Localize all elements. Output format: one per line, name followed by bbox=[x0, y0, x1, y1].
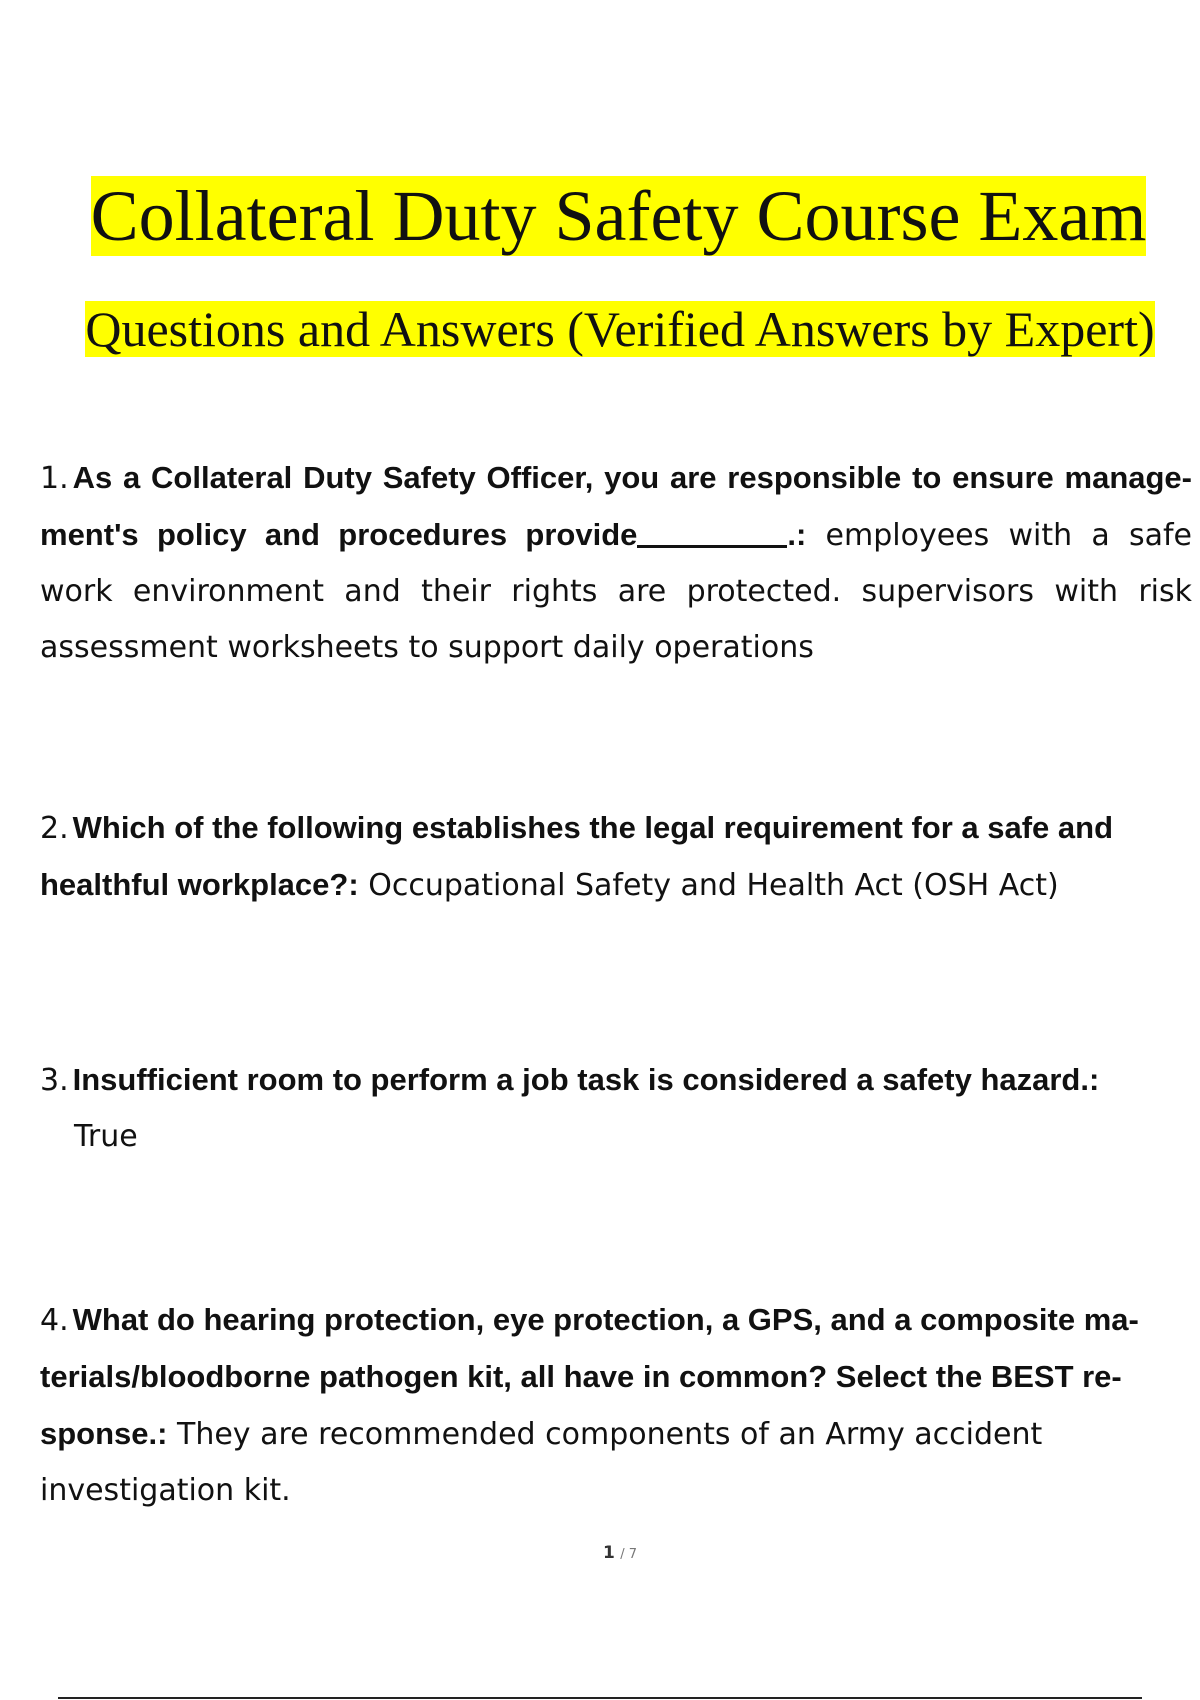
question-item bbox=[40, 1052, 1192, 1165]
document-subtitle bbox=[0, 298, 1200, 360]
answer-text: They are recommended components of an Army accident investigation kit. bbox=[40, 1417, 1043, 1508]
question-number: 2. bbox=[40, 811, 69, 846]
question-item bbox=[40, 450, 1192, 676]
answer-text: Occupational Safety and Health Act (OSH Act) bbox=[368, 868, 1059, 903]
current-page: 1 bbox=[602, 1543, 615, 1563]
document-title bbox=[0, 172, 1200, 260]
question-text-suffix: .: bbox=[787, 517, 807, 552]
question-item bbox=[40, 800, 1192, 914]
question-number: 1. bbox=[40, 461, 69, 496]
question-text: As a Collateral Duty Safety Officer, you are responsible to ensure manage- ment's policy and procedures provide bbox=[40, 460, 1192, 552]
question-text: Which of the following establishes the legal requirement for a safe and healthful workplace?: bbox=[40, 810, 1114, 902]
page-number bbox=[0, 1543, 1200, 1563]
total-pages: / 7 bbox=[620, 1547, 638, 1562]
question-number: 4. bbox=[40, 1303, 69, 1338]
fill-in-blank bbox=[637, 509, 787, 548]
footer-divider bbox=[58, 1697, 1142, 1699]
answer-text: True bbox=[74, 1119, 138, 1154]
answer-text: employees with a safe work environment and their rights are protected. supervisors with risk assessment worksheets to support daily operations bbox=[40, 518, 1192, 665]
question-number: 3. bbox=[40, 1063, 69, 1098]
question-text: What do hearing protection, eye protection, a GPS, and a composite ma- terials/bloodborne pathogen kit, all have in common? Select the BEST re- sponse.: bbox=[40, 1302, 1139, 1451]
title-highlight: Collateral Duty Safety Course Exam bbox=[90, 176, 1147, 256]
question-item bbox=[40, 1292, 1192, 1519]
subtitle-highlight: Questions and Answers (Verified Answers by Expert) bbox=[85, 301, 1155, 357]
question-text: Insufficient room to perform a job task is considered a safety hazard.: bbox=[72, 1062, 1100, 1097]
